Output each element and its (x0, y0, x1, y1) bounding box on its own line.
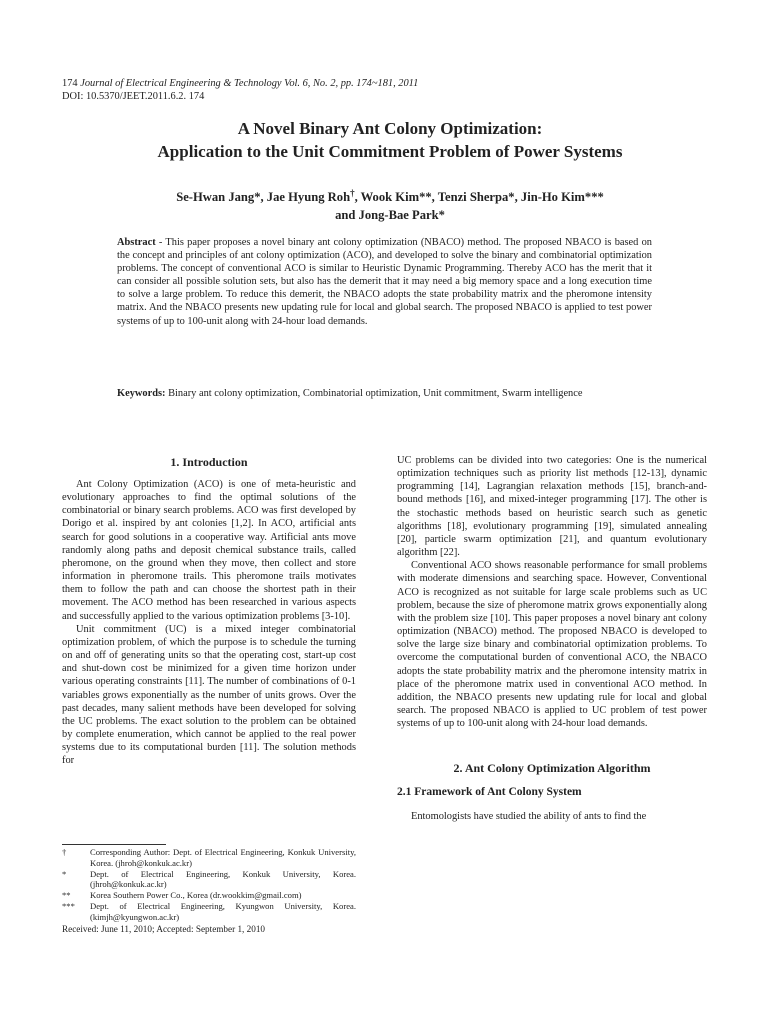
received-date: Received: June 11, 2010; Accepted: September 1, 2010 (62, 923, 266, 934)
left-column (62, 454, 356, 767)
right-column (397, 454, 707, 823)
footnote-mark: ** (62, 890, 71, 901)
title-line-2: Application to the Unit Commitment Problem of Power Systems (157, 142, 623, 161)
title-line-1: A Novel Binary Ant Colony Optimization: (237, 119, 543, 138)
footnotes (62, 847, 356, 934)
footnote (62, 901, 356, 923)
authors-part-1: Se-Hwan Jang*, Jae Hyung Roh (176, 190, 351, 205)
intro-paragraph-2: Unit commitment (UC) is a mixed integer combinatorial optimization problem, of which the purpose is to schedule the turning on and off of generating units so that the operating cost, start-up cost and shut-down cost be minimized for a given time horizon under various operating constraints [11]. The number of combinations of 0-1 variables grows exponentially as the number of units grows. Over the past decades, many salient methods have been developed for solving the UC problems. The exact solution to the problem can be obtained by complete enumeration, which cannot be applied to the real power systems due to its computational burden [11]. The solution methods for (62, 623, 356, 767)
corresponding-dagger: † (350, 188, 355, 198)
footnote (62, 869, 356, 891)
keywords-label: Keywords: (117, 388, 166, 399)
footnote (62, 847, 356, 869)
authors-part-2: , Wook Kim**, Tenzi Sherpa*, Jin-Ho Kim*** (354, 190, 604, 205)
journal-citation: Journal of Electrical Engineering & Technology Vol. 6, No. 2, pp. 174~181, 2011 (80, 78, 419, 89)
abstract (117, 236, 652, 328)
keywords-text: Binary ant colony optimization, Combinatorial optimization, Unit commitment, Swarm intelligence (165, 388, 583, 399)
intro-paragraph-1: Ant Colony Optimization (ACO) is one of meta-heuristic and evolutionary approaches to find the optimal solutions of the combinatorial or binary search problems. ACO was first developed by Dorigo et al. inspired by ant colonies [1,2]. In ACO, artificial ants search for good solutions in a cooperative way. Artificial ants move randomly along paths and deposit chemical substance trails, called pheromone, on the ground when they move, then collect and store information in pheromone trails. This pheromone trails motivates them to follow the path and can choose the shortest path in their movement. The ACO method has been researched in various aspects and successfully applied to the various optimization problems [3-10]. (62, 479, 356, 622)
footnote-rule (62, 844, 166, 845)
footnote-mark: † (62, 847, 67, 857)
footnote-text: Dept. of Electrical Engineering, Konkuk University, Korea. (jhroh@konkuk.ac.kr) (90, 868, 356, 890)
section-2-1-paragraph: Entomologists have studied the ability of ants to find the (411, 811, 647, 823)
footnote-text: Dept. of Electrical Engineering, Kyungwon University, Korea. (kimjh@kyungwon.ac.kr) (90, 900, 356, 922)
running-header (62, 77, 418, 103)
section-heading-introduction: 1. Introduction (170, 455, 248, 469)
right-paragraph-1: UC problems can be divided into two categories: One is the numerical optimization techniques such as priority list methods [12-13], dynamic programming [14], Lagrangian relaxation methods [15], branch-and-bound methods [16], and mixed-integer programming [17]. The other is the stochastic methods based on heuristic search such as genetic algorithms [18], evolutionary programming [19], simulated annealing [20], particle swarm optimization [21], and quantum evolutionary algorithm [22]. (397, 455, 707, 559)
footnote-text: Corresponding Author: Dept. of Electrical Engineering, Konkuk University, Korea. (jhroh@konkuk.ac.kr) (90, 847, 356, 868)
authors-line-2: and Jong-Bae Park* (335, 208, 445, 223)
abstract-label: Abstract (117, 237, 156, 248)
footnote-mark: *** (62, 900, 75, 911)
footnote-text: Korea Southern Power Co., Korea (dr.wookkim@gmail.com) (90, 890, 302, 901)
author-list (40, 184, 740, 224)
doi: DOI: 10.5370/JEET.2011.6.2. 174 (62, 91, 205, 102)
keywords (117, 387, 652, 400)
abstract-text: - This paper proposes a novel binary ant colony optimization (NBACO) method. The proposed NBACO is based on the concept and principles of ant colony optimization (ACO), and developed to solve the binary and combinatorial optimization problems. The concept of conventional ACO is similar to Heuristic Dynamic Programming. Thereby ACO has the merit that it can consider all possible solution sets, but also has the demerit that it may need a big memory space and a long execution time to solve a large problem. To reduce this demerit, the NBACO adopts the state probability matrix and the pheromone intensity matrix. And the NBACO presents new updating rule for local and global search. The proposed NBACO is applied to test power systems of up to 100-unit along with 24-hour load demands. (117, 237, 652, 327)
paper-title (40, 117, 740, 163)
right-paragraph-2: Conventional ACO shows reasonable performance for small problems with moderate dimensions and searching space. However, Conventional ACO is recognized as not suitable for large scale problems such as UC problem, because the size of pheromone matrix grows exponentially along with the problem size [10]. This paper proposes a novel binary ant colony optimization (NBACO) method. The proposed NBACO is developed to solve the large size binary and combinatorial optimization problems. To overcome the computational burden of conventional ACO, the NBACO adopts the state probability matrix and the pheromone intensity matrix in place of the pheromone matrix used in conventional ACO method. In addition, the NBACO presents new updating rule for local and global search. The proposed NBACO is applied to UC problem of test power systems of up to 100-unit along with 24-hour load demands. (397, 560, 707, 730)
subsection-heading-framework: 2.1 Framework of Ant Colony System (397, 786, 582, 799)
section-heading-aco-algorithm: 2. Ant Colony Optimization Algorithm (453, 761, 651, 776)
footnote (62, 890, 356, 901)
page-number: 174 (62, 78, 78, 89)
footnote-mark: * (62, 868, 67, 879)
